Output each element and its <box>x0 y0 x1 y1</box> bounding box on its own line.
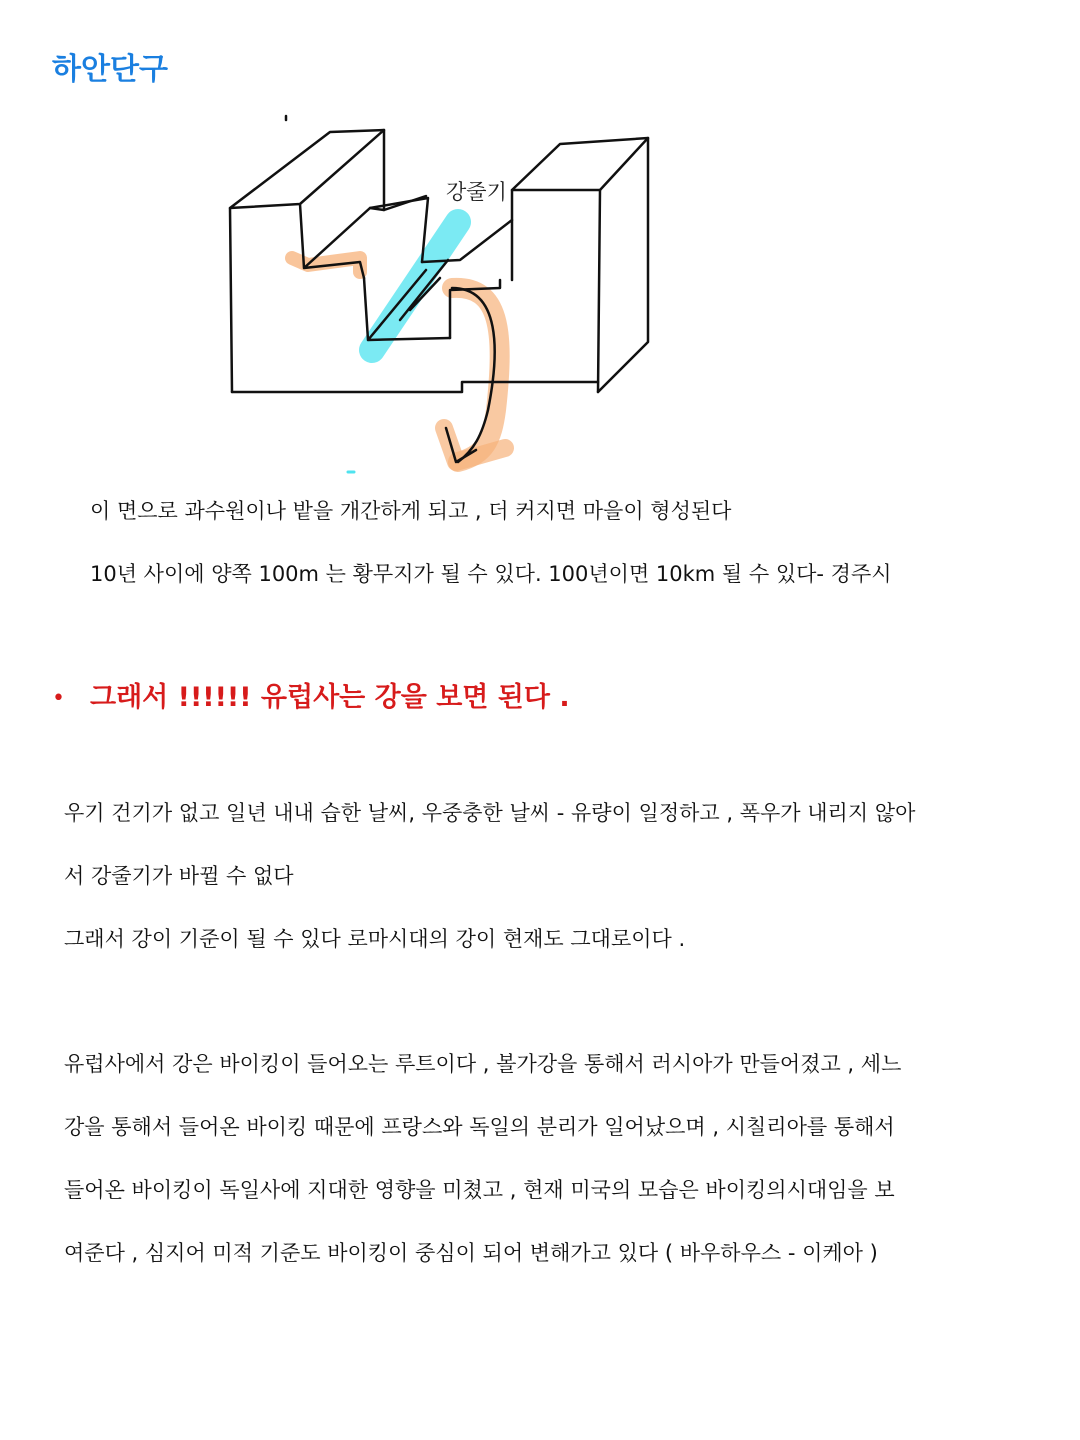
base <box>232 382 598 392</box>
right-block-side <box>598 138 648 392</box>
key-point-heading: 그래서 !!!!!! 유럽사는 강을 보면 된다 . <box>90 682 570 713</box>
page-title: 하안단구 <box>52 52 168 87</box>
paragraph-line: 유럽사에서 강은 바이킹이 들어오는 루트이다 , 볼가강을 통해서 러시아가 만들어졌고 , 세느 <box>64 1052 902 1076</box>
key-point <box>52 680 570 716</box>
note-line: 이 면으로 과수원이나 밭을 개간하게 되고 , 더 커지면 마을이 형성된다 <box>90 499 732 523</box>
bullet-icon: • <box>52 685 65 711</box>
river-label: 강줄기 <box>446 180 507 204</box>
left-block-top <box>230 130 384 208</box>
note-line: 10년 사이에 양쪽 100m 는 황무지가 될 수 있다. 100년이면 10km 될 수 있다- 경주시 <box>90 562 892 586</box>
right-block-front <box>598 190 600 392</box>
paragraph-line: 여준다 , 심지어 미적 기준도 바이킹이 중심이 되어 변해가고 있다 ( 바우하우스 - 이케아 ) <box>64 1241 878 1265</box>
paragraph-line: 우기 건기가 없고 일년 내내 습한 날씨, 우중충한 날씨 - 유량이 일정하고 , 폭우가 내리지 않아 <box>64 801 916 825</box>
paragraph-line: 들어온 바이킹이 독일사에 지대한 영향을 미쳤고 , 현재 미국의 모습은 바이킹의시대임을 보 <box>64 1178 895 1202</box>
left-block-front <box>230 208 232 392</box>
paragraph-line: 그래서 강이 기준이 될 수 있다 로마시대의 강이 현재도 그대로이다 . <box>64 927 686 951</box>
right-block-top <box>512 138 648 190</box>
paragraph-line: 강을 통해서 들어온 바이킹 때문에 프랑스와 독일의 분리가 일어났으며 , 시칠리아를 통해서 <box>64 1115 895 1139</box>
paragraph-line: 서 강줄기가 바뀔 수 없다 <box>64 864 294 888</box>
river-terrace-sketch <box>200 110 680 490</box>
